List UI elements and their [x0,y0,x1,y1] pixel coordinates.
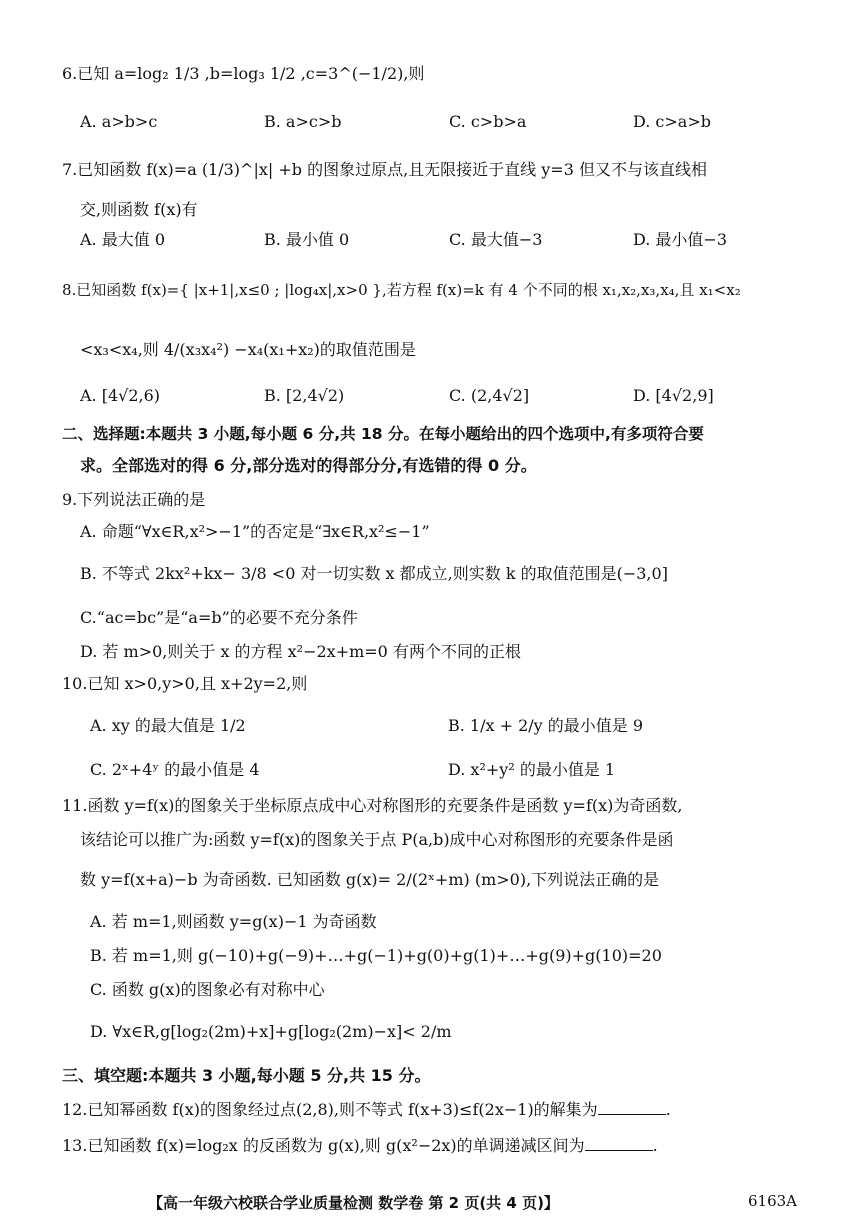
q7-stem: 7.已知函数 f(x)=a (1/3)^|x| +b 的图象过原点,且无限接近于直线 y=3 但又不与该直线相 [62,160,707,179]
q13-end: . [652,1136,658,1155]
q8-stem: 8.已知函数 f(x)={ |x+1|,x≤0 ; |log₄x|,x>0 },若方程 f(x)=k 有 4 个不同的根 x₁,x₂,x₃,x₄,且 x₁<x₂ [62,281,741,299]
q12-answer-blank [598,1100,666,1115]
q10-option-c: C. 2ˣ+4ʸ 的最小值是 4 [90,760,260,779]
q9-option-d: D. 若 m>0,则关于 x 的方程 x²−2x+m=0 有两个不同的正根 [80,642,521,661]
q11-stem-2: 该结论可以推广为:函数 y=f(x)的图象关于点 P(a,b)成中心对称图形的充要条件是函 [80,830,674,849]
q7-option-b: B. 最小值 0 [264,230,350,249]
q10-option-b: B. 1/x + 2/y 的最小值是 9 [448,716,644,735]
q13-text: 13.已知函数 f(x)=log₂x 的反函数为 g(x),则 g(x²−2x)的单调递减区间为 [62,1136,585,1155]
q11-stem-1: 11.函数 y=f(x)的图象关于坐标原点成中心对称图形的充要条件是函数 y=f(x)为奇函数, [62,796,683,815]
q7-option-d: D. 最小值−3 [633,230,728,249]
q13-answer-blank [585,1136,653,1151]
q8-stem-2: <x₃<x₄,则 4/(x₃x₄²) −x₄(x₁+x₂)的取值范围是 [80,340,416,359]
section-2-heading: 二、选择题:本题共 3 小题,每小题 6 分,共 18 分。在每小题给出的四个选项中,有多项符合要 [62,425,704,443]
exam-code: 6163A [748,1192,798,1210]
q6-option-a: A. a>b>c [80,112,158,131]
q11-stem-3: 数 y=f(x+a)−b 为奇函数. 已知函数 g(x)= 2/(2ˣ+m) (m>0),下列说法正确的是 [80,870,660,889]
q12-question [62,1100,671,1120]
section-2-heading-2: 求。全部选对的得 6 分,部分选对的得部分分,有选错的得 0 分。 [80,456,537,475]
q7-stem-2: 交,则函数 f(x)有 [80,200,198,219]
q8-option-a: A. [4√2,6) [80,386,161,405]
q8-option-d: D. [4√2,9] [633,386,714,405]
q7-option-c: C. 最大值−3 [449,230,543,249]
q10-option-d: D. x²+y² 的最小值是 1 [448,760,616,779]
q9-option-b: B. 不等式 2kx²+kx− 3/8 <0 对一切实数 x 都成立,则实数 k 的取值范围是(−3,0] [80,564,668,583]
q11-option-a: A. 若 m=1,则函数 y=g(x)−1 为奇函数 [90,912,377,931]
q11-option-c: C. 函数 g(x)的图象必有对称中心 [90,980,325,999]
q9-option-a: A. 命题“∀x∈R,x²>−1”的否定是“∃x∈R,x²≤−1” [80,522,430,541]
q8-option-b: B. [2,4√2) [264,386,345,405]
q10-option-a: A. xy 的最大值是 1/2 [90,716,246,735]
q13-question [62,1136,658,1156]
q7-option-a: A. 最大值 0 [80,230,165,249]
q6-option-d: D. c>a>b [633,112,711,131]
q8-option-c: C. (2,4√2] [449,386,530,405]
q9-option-c: C.“ac=bc”是“a=b”的必要不充分条件 [80,608,358,627]
q12-text: 12.已知幂函数 f(x)的图象经过点(2,8),则不等式 f(x+3)≤f(2x−1)的解集为 [62,1100,598,1119]
q11-option-b: B. 若 m=1,则 g(−10)+g(−9)+…+g(−1)+g(0)+g(1)+…+g(9)+g(10)=20 [90,946,662,965]
q11-option-d: D. ∀x∈R,g[log₂(2m)+x]+g[log₂(2m)−x]< 2/m [90,1022,452,1041]
q12-end: . [665,1100,671,1119]
q6-option-b: B. a>c>b [264,112,342,131]
q6-stem: 6.已知 a=log₂ 1/3 ,b=log₃ 1/2 ,c=3^(−1/2),则 [62,64,425,83]
q9-stem: 9.下列说法正确的是 [62,490,206,509]
q6-option-c: C. c>b>a [449,112,527,131]
page-footer: 【高一年级六校联合学业质量检测 数学卷 第 2 页(共 4 页)】 [148,1194,559,1212]
q10-stem: 10.已知 x>0,y>0,且 x+2y=2,则 [62,674,308,693]
section-3-heading: 三、填空题:本题共 3 小题,每小题 5 分,共 15 分。 [62,1066,431,1085]
